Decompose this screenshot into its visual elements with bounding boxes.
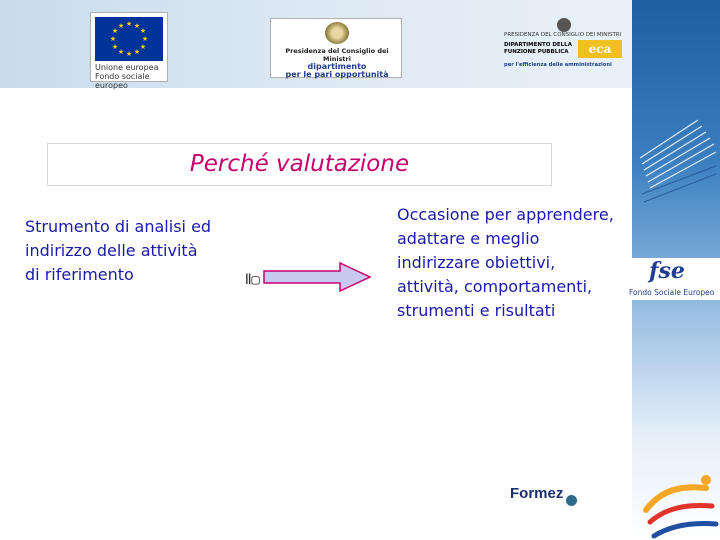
svg-text:★: ★ <box>125 50 133 58</box>
svg-text:★: ★ <box>117 48 125 56</box>
pcm-logo-line3: per le pari opportunità <box>285 70 389 79</box>
connector-ornament: ǁ▢ <box>244 272 259 288</box>
funzione-logo-bottom: per l'efficienza delle amministrazioni <box>504 62 612 68</box>
eu-logo-caption <box>95 63 167 90</box>
eu-logo <box>90 12 168 90</box>
svg-text:★: ★ <box>109 35 117 43</box>
svg-text:★: ★ <box>125 20 133 28</box>
decorative-lines-graphic <box>636 110 720 220</box>
fse-caption: Fondo Sociale Europeo <box>629 288 715 297</box>
formez-dot-icon <box>566 495 577 506</box>
pari-opportunita-logo <box>270 18 402 78</box>
left-text-block: Strumento di analisi ed indirizzo delle attività di riferimento <box>25 217 212 284</box>
right-text-block: Occasione per apprendere, adattare e meglio indirizzare obiettivi, attività, comportamenti, strumenti e risultati <box>397 205 614 320</box>
fse-mark: fse <box>649 258 685 284</box>
figures-graphic <box>636 470 720 540</box>
svg-text:★: ★ <box>111 43 119 51</box>
funzione-logo-top: PRESIDENZA DEL CONSIGLIO DEI MINISTRI <box>504 32 622 38</box>
eu-logo-line2: Fondo sociale europeo <box>95 72 150 90</box>
pcm-logo-line2: dipartimento <box>307 62 367 71</box>
right-arrow-icon <box>262 262 374 292</box>
formez-logo <box>510 483 563 502</box>
funzione-logo-dept2: FUNZIONE PUBBLICA <box>504 49 569 55</box>
svg-text:★: ★ <box>133 22 141 30</box>
pcm-logo-line1: Presidenza del Consiglio dei Ministri <box>285 47 389 63</box>
emblem-icon <box>557 18 571 32</box>
italian-emblem-icon <box>325 22 349 44</box>
funzione-logo-dept1: DIPARTIMENTO DELLA <box>504 42 572 48</box>
svg-text:★: ★ <box>117 22 125 30</box>
formez-text: Formez <box>510 485 564 502</box>
svg-text:★: ★ <box>133 48 141 56</box>
eca-mark: eca <box>578 40 622 58</box>
svg-text:★: ★ <box>139 27 147 35</box>
eu-logo-line1: Unione europea <box>95 63 159 72</box>
svg-text:★: ★ <box>111 27 119 35</box>
eu-flag-icon <box>95 17 163 61</box>
svg-text:★: ★ <box>139 43 147 51</box>
funzione-pubblica-logo <box>502 18 626 70</box>
fse-logo <box>629 258 720 300</box>
slide-title: Perché valutazione <box>47 143 552 186</box>
svg-text:★: ★ <box>141 35 149 43</box>
